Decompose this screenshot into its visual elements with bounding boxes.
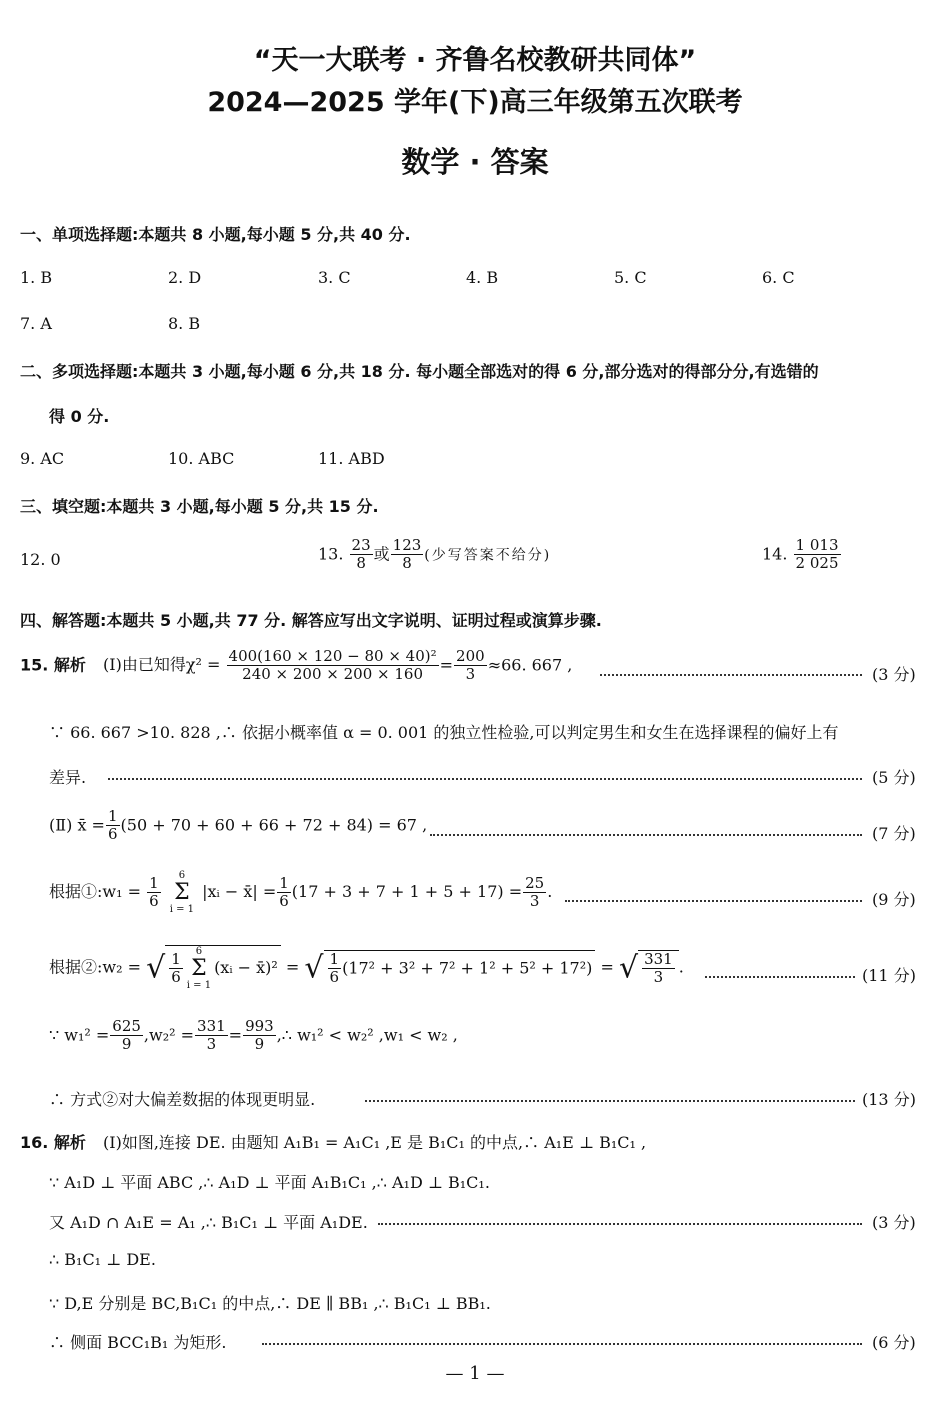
points-3: (3 分)	[872, 665, 916, 684]
points-9: (9 分)	[872, 890, 916, 909]
subject-title: 数学 · 答案	[401, 145, 549, 179]
answer-11: 11. ABD	[318, 449, 385, 468]
chi-square-fraction: $\frac{\text{400(160 × 120 − 80 × 40)²}}{240 \times 200 \times 200 \times 160}$	[228, 647, 437, 684]
points-3b: (3 分)	[872, 1213, 916, 1232]
section2-heading-cont: 得 0 分.	[49, 407, 110, 426]
header-line1: “天一大联考 · 齐鲁名校教研共同体”	[253, 45, 697, 76]
fraction-1013-2025: $\frac{1 013}{2 025}$	[795, 536, 839, 573]
q16-line4: ∴ B₁C₁ ⊥ DE.	[49, 1250, 156, 1269]
q15-line5: 根据①:w₁ = $\frac{1}{6}$ 6 Σ i = 1 |xᵢ − x̄| = $\frac{1}{6}$ (17 + 3 + 7 + 1 + 5 + 17) = $\frac{25}{3}$ .	[49, 870, 553, 915]
q16-line2: ∵ A₁D ⊥ 平面 ABC ,∴ A₁D ⊥ 平面 A₁B₁C₁ ,∴ A₁D ⊥ B₁C₁.	[49, 1173, 490, 1192]
answer-2: 2. D	[168, 268, 202, 287]
points-5: (5 分)	[872, 768, 916, 787]
q15-line7: ∵ w₁² = $\frac{625}{9}$ ,w₂² = $\frac{331}{3}$ = $\frac{993}{9}$ ,∴ w₁² < w₂² ,w₁ < w₂ ,	[49, 1017, 458, 1054]
page-number: — 1 —	[445, 1363, 505, 1384]
leader-dots	[565, 900, 862, 902]
answer-3: 3. C	[318, 268, 351, 287]
section4-heading: 四、解答题:本题共 5 小题,共 77 分. 解答应写出文字说明、证明过程或演算步骤.	[20, 611, 602, 630]
answer-5: 5. C	[614, 268, 647, 287]
q16-line3: 又 A₁D ∩ A₁E = A₁ ,∴ B₁C₁ ⊥ 平面 A₁DE.	[49, 1213, 368, 1232]
q16-line5: ∵ D,E 分别是 BC,B₁C₁ 的中点,∴ DE ∥ BB₁ ,∴ B₁C₁ ⊥ BB₁.	[49, 1294, 491, 1313]
answer-1: 1. B	[20, 268, 53, 287]
answer-8: 8. B	[168, 314, 201, 333]
section1-heading: 一、单项选择题:本题共 8 小题,每小题 5 分,共 40 分.	[20, 225, 411, 244]
leader-dots	[108, 778, 862, 780]
answer-14: 14. $\frac{1 013}{2 025}$	[762, 536, 839, 573]
answer-10: 10. ABC	[168, 449, 235, 468]
leader-dots	[600, 674, 862, 676]
q15-line1: 15. 解析 (Ⅰ)由已知得χ² = $\frac{\text{400(160 × 120 − 80 × 40)²}}{240 \times 200 \times 200 \times 160}$ = $\frac{200}{3}$ ≈66. 667 ,	[20, 647, 573, 684]
leader-dots	[378, 1223, 862, 1225]
section3-heading: 三、填空题:本题共 3 小题,每小题 5 分,共 15 分.	[20, 497, 379, 516]
fraction-23-8: $\frac{23}{8}$	[351, 536, 371, 573]
leader-dots	[430, 834, 862, 836]
q15-line3: 差异.	[49, 768, 87, 787]
q16-line6: ∴ 侧面 BCC₁B₁ 为矩形.	[49, 1333, 227, 1352]
fraction-123-8: $\frac{123}{8}$	[392, 536, 422, 573]
answer-13: 13. $\frac{23}{8}$ 或 $\frac{123}{8}$ (少写答案不给分)	[318, 536, 552, 573]
q15-line4: (Ⅱ) x̄ = $\frac{1}{6}$ (50 + 70 + 60 + 66 + 72 + 84) = 67 ,	[49, 807, 428, 844]
answer-12: 12. 0	[20, 550, 61, 569]
header-line2: 2024—2025 学年(下)高三年级第五次联考	[207, 87, 743, 118]
leader-dots	[365, 1100, 855, 1102]
answer-7: 7. A	[20, 314, 52, 333]
answer-6: 6. C	[762, 268, 795, 287]
q16-line1: 16. 解析 (Ⅰ)如图,连接 DE. 由题知 A₁B₁ = A₁C₁ ,E 是 B₁C₁ 的中点,∴ A₁E ⊥ B₁C₁ ,	[20, 1133, 647, 1152]
answer-9: 9. AC	[20, 449, 65, 468]
points-6: (6 分)	[872, 1333, 916, 1352]
q15-line6: 根据②:w₂ = √ $\frac{1}{6}$ 6 Σ i = 1 (xᵢ − x̄)² = √ $\frac{1}{6}$ (17² + 3² + 7² + 1² + 5² + 17²) = √ $\frac{331}{3}$ .	[49, 946, 684, 991]
points-13: (13 分)	[862, 1090, 916, 1109]
q15-line2: ∵ 66. 667 >10. 828 ,∴ 依据小概率值 α = 0. 001 的独立性检验,可以判定男生和女生在选择课程的偏好上有	[49, 723, 839, 742]
points-7: (7 分)	[872, 824, 916, 843]
leader-dots	[705, 976, 855, 978]
leader-dots	[262, 1343, 862, 1345]
q15-line8: ∴ 方式②对大偏差数据的体现更明显.	[49, 1090, 316, 1109]
answer-4: 4. B	[466, 268, 499, 287]
points-11: (11 分)	[862, 966, 916, 985]
section2-heading: 二、多项选择题:本题共 3 小题,每小题 6 分,共 18 分. 每小题全部选对的得 6 分,部分选对的得部分分,有选错的	[20, 362, 819, 381]
